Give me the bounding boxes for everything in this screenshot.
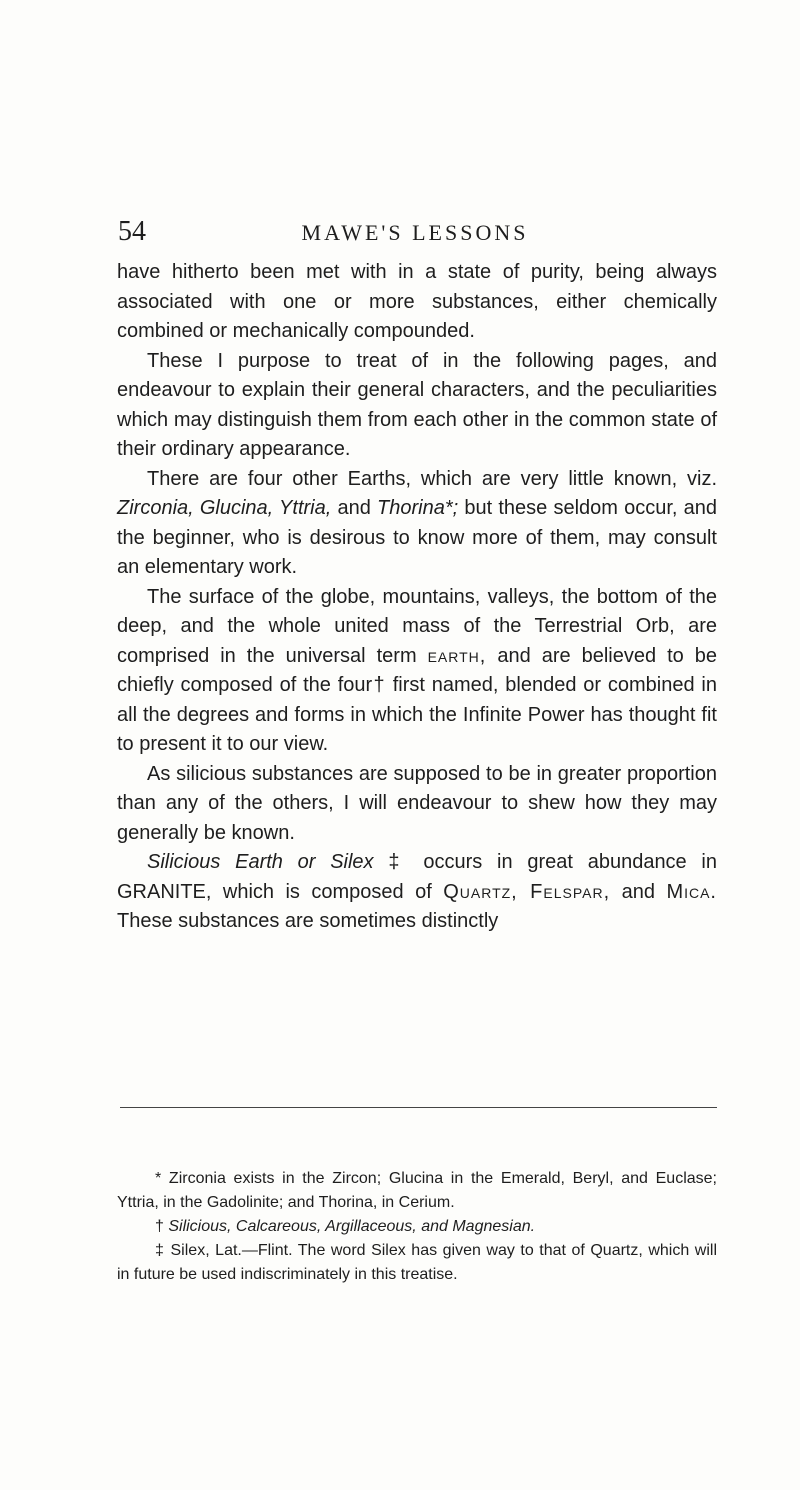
footnotes [117,1167,717,1287]
p3-earths-italic: Zirconia, Glucina, Yttria, [117,497,332,519]
p3-text-e: but these seldom occur, and the beginner, who is desirous to know more of them, may consult an elementary work. [117,497,718,578]
p6-text-f: These substances are sometimes distinctly [117,910,499,932]
footnote-2 [117,1215,717,1239]
paragraph-1: have hitherto been met with in a state of purity, being always associated with one or more substances, either chemically combined or mechanically compounded. [117,261,717,342]
paragraph-4 [117,583,717,760]
footnote-2-mark: † [155,1218,169,1235]
p4-earth-smallcaps: earth, [427,644,487,667]
page-number: 54 [118,216,146,247]
paragraph-6 [117,848,717,937]
p4-text-a: The surface of the globe, mountains, valleys, the bottom of the deep, and the whole united mass of the Terrestrial Orb, are comprised in the universal term [117,585,717,667]
footnote-2-text: Silicious, Calcareous, Argillaceous, and Magnesian. [168,1218,536,1235]
running-head [0,216,800,256]
paragraph-3 [117,465,717,583]
p6-minerals-smallcaps: Quartz, Felspar, [443,880,611,903]
p3-text-a: There are four other Earths, which are very little known, viz. [147,467,717,490]
footnote-3: ‡ Silex, Lat.—Flint. The word Silex has given way to that of Quartz, which will in future be used indiscriminately in this treatise. [117,1242,717,1283]
p3-text-c: and [331,497,378,519]
footnote-1: * Zirconia exists in the Zircon; Glucina in the Emerald, Beryl, and Euclase; Yttria, in the Gadolinite; and Thorina, in Cerium. [117,1170,717,1211]
paragraph-5: As silicious substances are supposed to be in greater proportion than any of the others, I will endeavour to shew how they may generally be known. [117,762,717,844]
p6-mica-smallcaps: Mica. [666,880,717,903]
p3-thorina-italic: Thorina*; [377,497,459,519]
paragraph-2: These I purpose to treat of in the following pages, and endeavour to explain their general characters, and the peculiarities which may distinguish them from each other in the common state of their ordinary appearance. [117,349,717,460]
p4-text-c: and are believed to be chiefly composed of the four† first named, blended or combined in all the degrees and forms in which the Infinite Power has thought fit to present it to our view. [117,644,717,755]
p6-text-d: and [610,880,667,903]
p6-silex-italic: Silicious Earth or Silex [147,851,374,873]
footnote-divider [120,1107,717,1108]
body-text [117,258,717,937]
p6-text-b: ‡ occurs in great abundance in GRANITE, which is composed of [117,851,718,903]
running-title: MAWE'S LESSONS [301,220,529,245]
